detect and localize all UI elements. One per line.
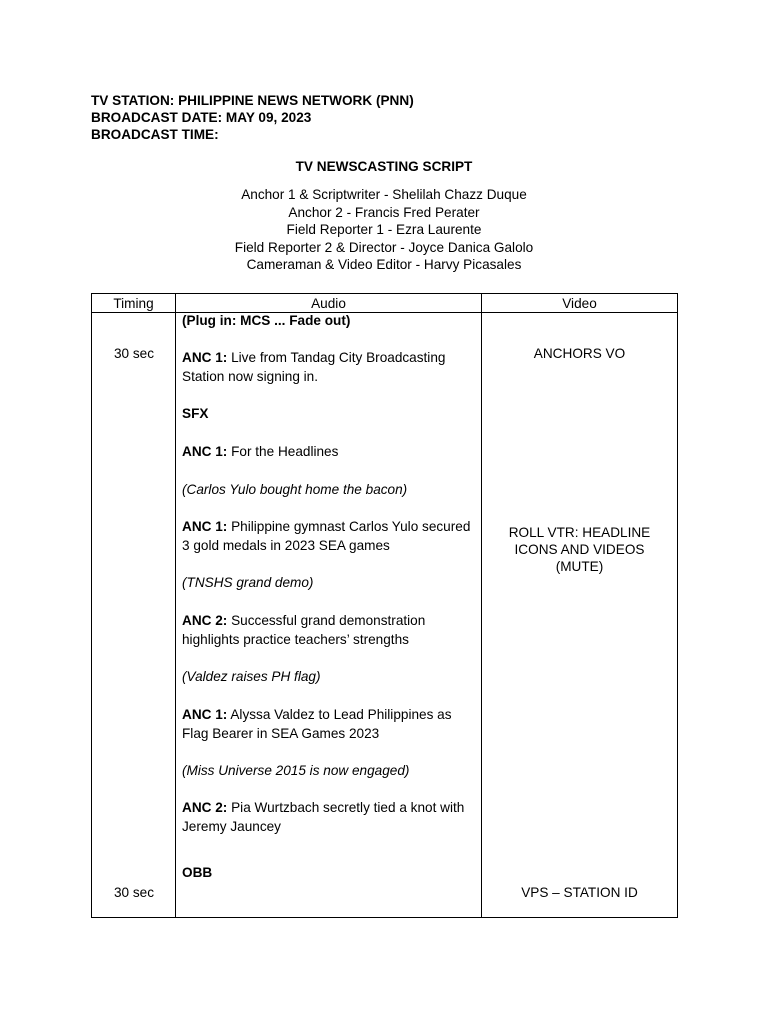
station-line: TV STATION: PHILIPPINE NEWS NETWORK (PNN) [91, 93, 414, 108]
video-direction: VPS – STATION ID [521, 885, 638, 900]
video-direction: ANCHORS VO [533, 346, 626, 361]
anchor-label: ANC 1: [182, 350, 228, 365]
story-cue: (Valdez raises PH flag) [182, 669, 321, 684]
story-cue: (TNSHS grand demo) [182, 575, 314, 590]
script-table [91, 293, 678, 918]
broadcast-date: BROADCAST DATE: MAY 09, 2023 [91, 110, 312, 125]
sfx-cue: SFX [182, 406, 209, 421]
audio-line: ANC 1: Alyssa Valdez to Lead Philippines as Flag Bearer in SEA Games 2023 [182, 707, 452, 741]
anchor-label: ANC 2: [182, 613, 228, 628]
audio-cell [176, 313, 482, 918]
timing-value: 30 sec [113, 346, 155, 361]
timing-value: 30 sec [113, 885, 155, 900]
timing-cell [92, 313, 176, 918]
audio-line: ANC 1: For the Headlines [182, 444, 339, 459]
broadcast-time: BROADCAST TIME: [91, 127, 219, 142]
obb-cue: OBB [182, 865, 213, 880]
audio-line: ANC 2: Successful grand demonstration highlights practice teachers’ strengths [182, 613, 426, 647]
video-cell [482, 313, 678, 918]
video-direction: (MUTE) [555, 559, 604, 574]
table-header-row [92, 294, 678, 313]
story-cue: (Miss Universe 2015 is now engaged) [182, 763, 410, 778]
table-row [92, 313, 678, 918]
credits-list [0, 186, 768, 274]
anchor-label: ANC 1: [182, 519, 228, 534]
credit-line: Anchor 1 & Scriptwriter - Shelilah Chazz Duque [241, 187, 527, 202]
script-title: TV NEWSCASTING SCRIPT [295, 159, 473, 174]
credit-line: Field Reporter 2 & Director - Joyce Danica Galolo [234, 239, 534, 255]
credit-line: Field Reporter 1 - Ezra Laurente [286, 222, 482, 237]
credit-line: Anchor 2 - Francis Fred Perater [288, 204, 480, 220]
column-header-audio: Audio [176, 294, 482, 313]
credit-line: Cameraman & Video Editor - Harvy Picasales [246, 257, 522, 272]
video-direction: ROLL VTR: HEADLINE [508, 525, 651, 540]
audio-line: ANC 1: Live from Tandag City Broadcasting Station now signing in. [182, 350, 446, 384]
anchor-label: ANC 1: [182, 444, 228, 459]
anchor-label: ANC 1: [182, 707, 228, 722]
story-cue: (Carlos Yulo bought home the bacon) [182, 482, 408, 497]
plug-in-cue: (Plug in: MCS ... Fade out) [182, 313, 351, 328]
anchor-label: ANC 2: [182, 800, 228, 815]
video-direction: ICONS AND VIDEOS [514, 542, 645, 557]
audio-line: ANC 2: Pia Wurtzbach secretly tied a knot with Jeremy Jauncey [182, 800, 465, 834]
column-header-timing: Timing [92, 294, 176, 313]
column-header-video: Video [482, 294, 678, 313]
audio-line: ANC 1: Philippine gymnast Carlos Yulo secured 3 gold medals in 2023 SEA games [182, 519, 471, 553]
